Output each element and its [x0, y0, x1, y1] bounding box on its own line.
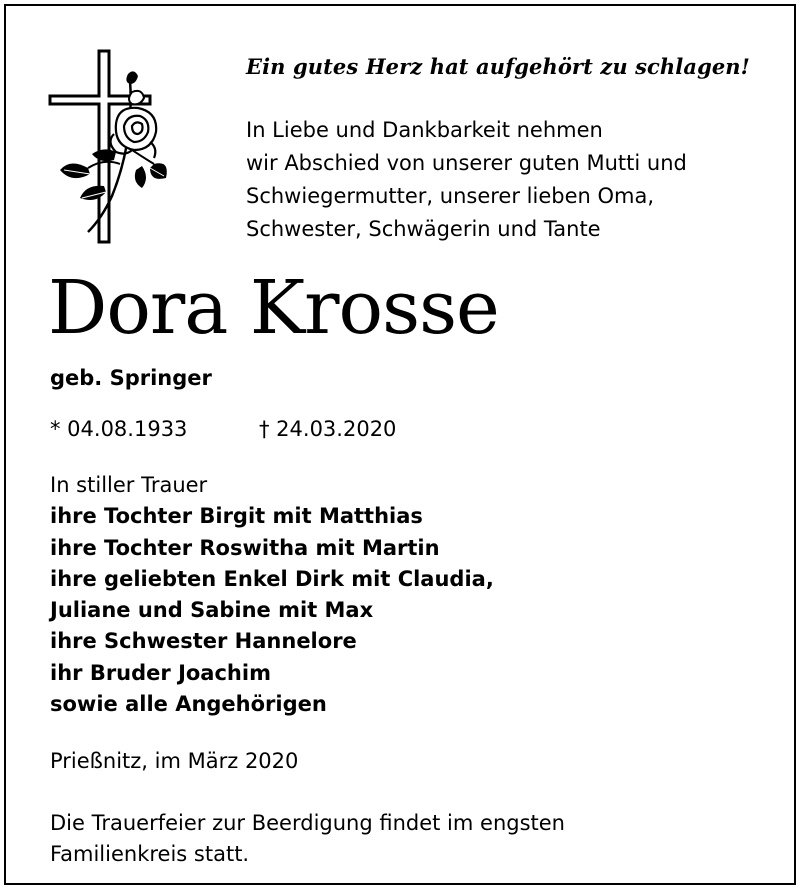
motto: Ein gutes Herz hat aufgehört zu schlagen!	[246, 54, 750, 79]
death-date: † 24.03.2020	[259, 417, 397, 441]
funeral-info	[50, 808, 565, 870]
cross-with-rose-icon	[46, 46, 171, 246]
mourner-line: ihre Schwester Hannelore	[50, 629, 357, 654]
birth-date: * 04.08.1933	[50, 417, 188, 441]
mourners-list	[50, 470, 494, 720]
mourner-line: sowie alle Angehörigen	[50, 692, 327, 717]
place-date: Prießnitz, im März 2020	[50, 749, 299, 773]
funeral-line: Familienkreis statt.	[50, 842, 250, 866]
intro-text	[246, 114, 687, 246]
intro-line: Schwester, Schwägerin und Tante	[246, 217, 601, 241]
mourner-line: Juliane und Sabine mit Max	[50, 598, 374, 623]
funeral-line: Die Trauerfeier zur Beerdigung findet im engsten	[50, 811, 565, 835]
mourner-line: ihr Bruder Joachim	[50, 660, 271, 685]
deceased-name: Dora Krosse	[48, 265, 499, 351]
mourners-heading: In stiller Trauer	[50, 473, 208, 497]
mourner-line: ihre geliebten Enkel Dirk mit Claudia,	[50, 566, 494, 591]
mourner-line: ihre Tochter Roswitha mit Martin	[50, 535, 440, 560]
intro-line: In Liebe und Dankbarkeit nehmen	[246, 118, 603, 142]
intro-line: Schwiegermutter, unserer lieben Oma,	[246, 184, 655, 208]
mourner-line: ihre Tochter Birgit mit Matthias	[50, 504, 423, 529]
obituary-notice	[4, 4, 796, 885]
intro-line: wir Abschied von unserer guten Mutti und	[246, 151, 687, 175]
maiden-name: geb. Springer	[50, 366, 212, 390]
